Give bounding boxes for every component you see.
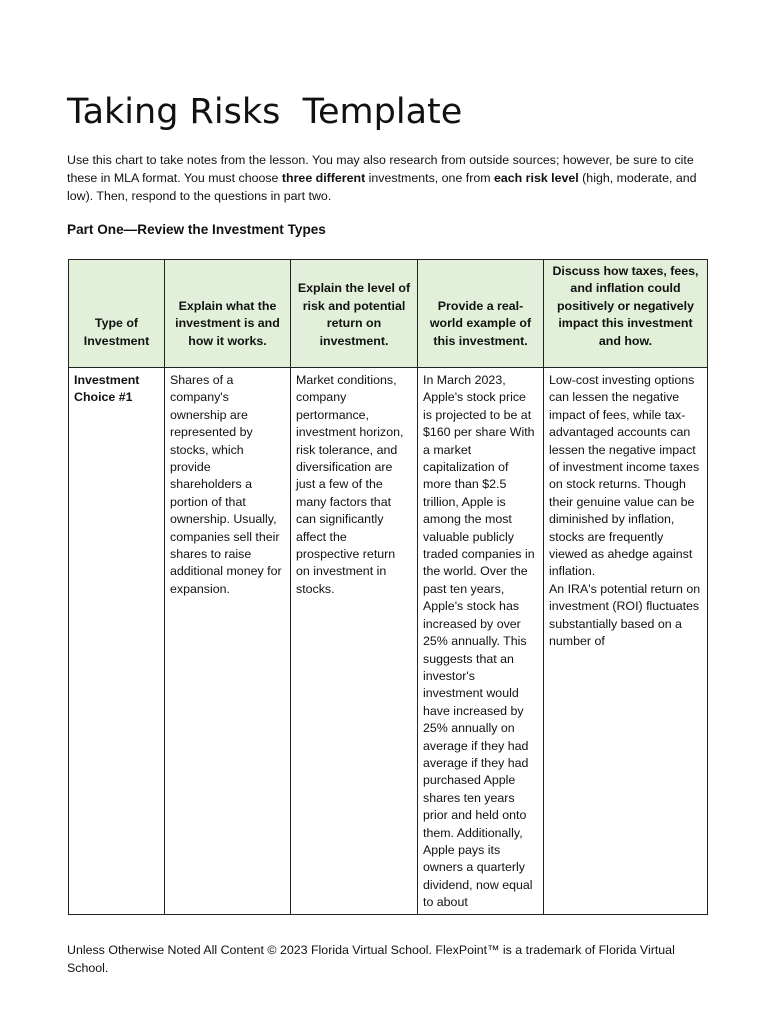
intro-text-1: Use this chart to take notes from the lesson. You may also research from outside sources; however, be sure to cite these in MLA format. You must choose bbox=[67, 153, 694, 185]
cell-investment-choice-1: Investment Choice #1 bbox=[69, 368, 165, 915]
table-header-row bbox=[69, 260, 708, 368]
intro-paragraph bbox=[67, 152, 707, 205]
header-explain-investment: Explain what the investment is and how it works. bbox=[165, 260, 291, 368]
intro-text-3: (high, moderate, and low). Then, respond to the questions in part two. bbox=[67, 170, 697, 203]
investment-types-table bbox=[68, 259, 708, 915]
cell-taxes-paragraph-2: An IRA's potential return on investment (ROI) fluctuates substantially based on a number of bbox=[549, 581, 701, 649]
table-row bbox=[69, 368, 708, 915]
header-taxes-fees-inflation: Discuss how taxes, fees, and inflation could positively or negatively impact this investment and how. bbox=[544, 260, 708, 368]
cell-taxes-fees-inflation bbox=[544, 368, 708, 915]
cell-risk: Market conditions, company pertormance, investment horizon, risk tolerance, and diversification are just a few of the many factors that can significantly affect the prospective return on investment in stocks. bbox=[291, 368, 418, 915]
intro-text-2: investments, one from bbox=[365, 170, 494, 185]
header-type-of-investment: Type of Investment bbox=[69, 260, 165, 368]
footer-copyright: Unless Otherwise Noted All Content © 2023 Florida Virtual School. FlexPoint™ is a trademark of Florida Virtual School. bbox=[67, 943, 675, 975]
part-one-heading: Part One—Review the Investment Types bbox=[67, 222, 326, 237]
intro-bold-three-different: three different bbox=[281, 170, 366, 185]
header-real-world-example: Provide a real-world example of this investment. bbox=[418, 260, 544, 368]
document-title: Taking Risks Template bbox=[67, 92, 463, 132]
intro-bold-each-risk-level: each risk level bbox=[494, 170, 579, 185]
header-risk-and-return: Explain the level of risk and potential return on investment. bbox=[291, 260, 418, 368]
cell-example: In March 2023, Apple's stock price is projected to be at $160 per share With a market capitalization of more than $2.5 trillion, Apple is among the most valuable publicly traded companies in the world. Over the past ten years, Apple's stock has increased by over 25% annually. This suggests that an investor's investment would have increased by 25% annually on average if they had average if they had purchased Apple shares ten years prior and held onto them. Additionally, Apple pays its owners a quarterly dividend, now equal to about bbox=[418, 368, 544, 915]
cell-explain: Shares of a company's ownership are represented by stocks, which provide shareholders a portion of that ownership. Usually, companies sell their shares to raise additional money for expansion. bbox=[165, 368, 291, 915]
cell-taxes-paragraph-1: Low-cost investing options can lessen the negative impact of fees, while tax-advantaged accounts can lessen the negative impact of investment income taxes on stock returns. Though their genuine value can be diminished by inflation, stocks are frequently viewed as ahedge against inflation. bbox=[549, 373, 700, 579]
